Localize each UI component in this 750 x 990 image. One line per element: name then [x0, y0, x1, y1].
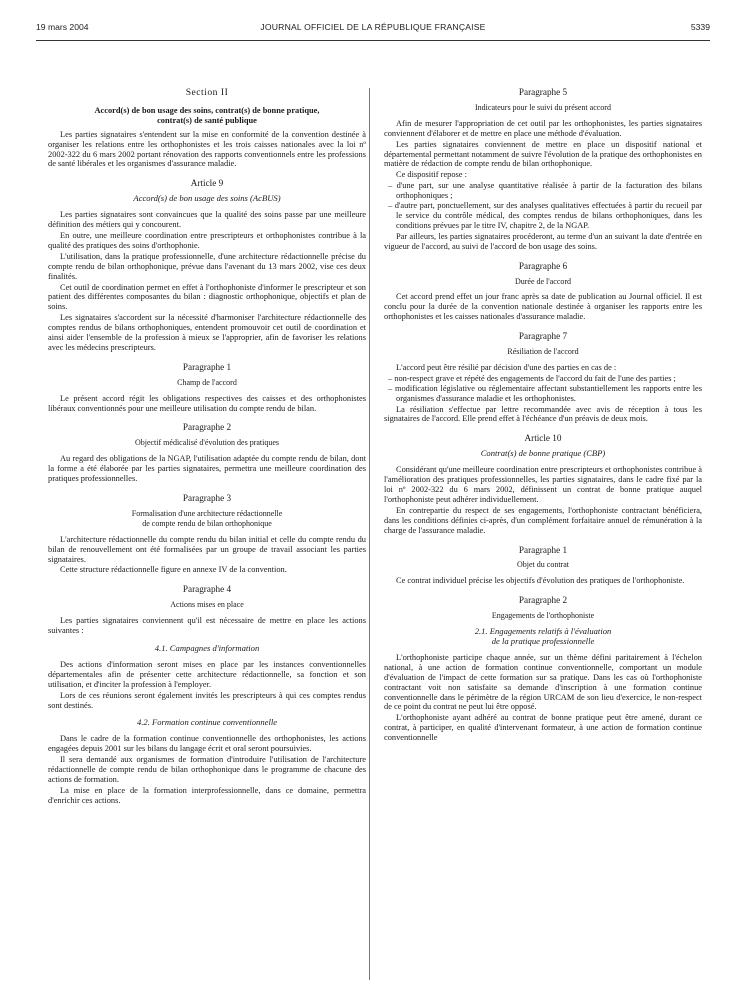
paragraph-subheading: Résiliation de l'accord — [507, 347, 579, 357]
header-page-number: 5339 — [690, 22, 710, 32]
paragraph: Cette structure rédactionnelle figure en annexe IV de la convention. — [60, 565, 287, 575]
paragraph-heading: Paragraphe 3 — [182, 493, 232, 503]
paragraph-heading: Paragraphe 7 — [518, 331, 568, 342]
paragraph: Les signataires s'accordent sur la nécessité d'harmoniser l'architecture rédactionnelle des comptes rendus de bilans orthophoniques, entendent promouvoir cet outil de coordination et ainsi aider l'ensemble de la profession à mieux se l'approprier, afin de favoriser les relations avec les médecins prescripteurs. — [48, 313, 366, 352]
paragraph: La résiliation s'effectue par lettre recommandée avec avis de réception à tous les signataires de l'accord. Elle prend effet à l'échéance d'un préavis de deux mois. — [384, 404, 702, 424]
list-item: – d'une part, sur une analyse quantitative réalisée à partir de la facturation des bilans orthophoniques ; — [384, 181, 702, 201]
bullet-list — [384, 374, 702, 404]
bullet-list — [384, 181, 702, 231]
paragraph: L'orthophoniste ayant adhéré au contrat de bonne pratique peut être amené, durant ce contrat, à participer, en qualité d'intervenant formateur, à une action de formation continue conventionnelle — [384, 713, 702, 743]
paragraph: Ce dispositif repose : — [396, 170, 467, 180]
paragraph: La mise en place de la formation interprofessionnelle, dans ce domaine, permettra d'enrichir ces actions. — [48, 785, 366, 805]
paragraph-heading: Paragraphe 6 — [518, 260, 568, 271]
paragraph: Afin de mesurer l'appropriation de cet outil par les orthophonistes, les parties signataires conviennent d'élaborer et de mettre en place une méthode d'évaluation. — [384, 118, 702, 138]
paragraph: L'accord peut être résilié par décision d'une des parties en cas de : — [396, 362, 617, 372]
section-subtitle: Accord(s) de bon usage des soins, contrat(s) de bonne pratique, — [94, 105, 320, 115]
paragraph-heading: Paragraphe 5 — [518, 88, 568, 97]
paragraph: Les parties signataires conviennent de mettre en place un dispositif national et départemental permettant notamment de suivre l'évolution de la pratique des orthophonistes en matière de rédaction de compte rendu de bilan orthophonique. — [384, 139, 702, 169]
paragraph-subheading: de compte rendu de bilan orthophonique — [142, 518, 272, 528]
paragraph: Par ailleurs, les parties signataires procéderont, au terme d'un an suivant la date d'entrée en vigueur de l'accord, au suivi de l'accord de bon usage des soins. — [384, 231, 702, 251]
paragraph: Cet accord prend effet un jour franc après sa date de publication au Journal officiel. Il est conclu pour la durée de la convention nationale destinée à organiser les rapports entre les orthophonistes et les caisses nationales d'assurance maladie. — [384, 292, 702, 322]
paragraph: Lors de ces réunions seront également invités les prescripteurs à qui ces comptes rendus sont destinés. — [48, 690, 366, 710]
list-item: – non-respect grave et répété des engagements de l'accord du fait de l'une des parties ; — [384, 374, 702, 384]
page-header — [36, 22, 710, 36]
paragraph: Des actions d'information seront mises en place par les instances conventionnelles départementales afin de présenter cette architecture rédactionnelle, sa fonction et son utilisation, et d'inciter la profession à l'employer. — [48, 659, 366, 689]
article-title: Article 9 — [190, 178, 224, 189]
paragraph: Ce contrat individuel précise les objectifs d'évolution des pratiques de l'orthophoniste. — [396, 576, 685, 586]
paragraph: En contrepartie du respect de ses engagements, l'orthophoniste contractant bénéficiera, dans les conditions définies ci-après, d'un complément forfaitaire annuel de rémunération à la charge de l'assurance maladie. — [384, 505, 702, 535]
paragraph-subheading: Formalisation d'une architecture rédactionnelle — [131, 508, 283, 518]
article-title: Article 10 — [524, 433, 562, 444]
header-rule — [36, 40, 710, 41]
subsection-title: 4.1. Campagnes d'information — [154, 642, 260, 653]
left-column — [48, 88, 366, 980]
paragraph-subheading: Objectif médicalisé d'évolution des pratiques — [134, 438, 280, 448]
subsection-title: 4.2. Formation continue conventionnelle — [136, 717, 278, 728]
paragraph: Les parties signataires conviennent qu'il est nécessaire de mettre en place les actions suivantes : — [48, 616, 366, 636]
column-divider — [369, 88, 370, 980]
paragraph: L'orthophoniste participe chaque année, sur un thème défini paritairement à l'échelon national, à une action de formation continue conventionnelle, comportant un module d'évaluation de l'impact de cette formation sur sa pratique. Dans les cas où l'orthophoniste contractant voit non satisfaite sa demande d'inscription à une formation continue conventionnelle dans le périmètre de la région URCAM de son lieu d'exercice, le non-respect de ce point du contrat ne peut lui être opposé. — [384, 652, 702, 712]
paragraph-subheading: Champ de l'accord — [177, 377, 237, 387]
paragraph-subheading: Engagements de l'orthophoniste — [491, 611, 595, 621]
paragraph: En outre, une meilleure coordination entre prescripteurs et orthophonistes contribue à la qualité des pratiques des soins d'orthophonie. — [48, 230, 366, 250]
paragraph: Le présent accord régit les obligations respectives des caisses et des orthophonistes libéraux conventionnés pour une meilleure utilisation du compte rendu de bilan. — [48, 393, 366, 413]
right-column — [384, 88, 702, 980]
paragraph: Les parties signataires s'entendent sur la mise en conformité de la convention destinée à organiser les relations entre les orthophonistes et les trois caisses nationales avec la loi nº 2002-322 du 6 mars 2002 portant rénovation des rapports conventionnels entre les professions de santé libérales et les organismes d'assurance maladie. — [48, 129, 366, 169]
paragraph: Il sera demandé aux organismes de formation d'introduire l'utilisation de l'architecture rédactionnelle de compte rendu de bilan orthophonique dans le programme de chacune des actions de formation. — [48, 755, 366, 784]
subsection-title: de la pratique professionnelle — [491, 635, 595, 646]
list-item: – modification législative ou réglementaire affectant substantiellement les rapports entre les organismes d'assurance maladie et les orthophonistes. — [384, 384, 702, 404]
paragraph: Au regard des obligations de la NGAP, l'utilisation adaptée du compte rendu de bilan, dont la forme a été élaborée par les parties signataires, permettra une meilleure coordination des pratiques professionnelles. — [48, 454, 366, 484]
paragraph-subheading: Indicateurs pour le suivi du présent accord — [475, 102, 611, 112]
paragraph: Les parties signataires sont convaincues que la qualité des soins passe par une meilleure définition des métiers qui y concourent. — [48, 210, 366, 230]
subsection-title: 2.1. Engagements relatifs à l'évaluation — [474, 626, 612, 637]
article-subtitle: Contrat(s) de bonne pratique (CBP) — [480, 448, 606, 459]
paragraph: Considérant qu'une meilleure coordination entre prescripteurs et orthophonistes contribue à l'amélioration des pratiques professionnelles, les parties signataires, dans le cadre fixé par la loi nº 2002-322 du 6 mars 2002, définissent un contrat de bonne pratique auquel l'orthophoniste peut adhérer individuellement. — [384, 465, 702, 504]
section-subtitle: contrat(s) de santé publique — [157, 115, 257, 125]
paragraph: Cet outil de coordination permet en effet à l'orthophoniste d'informer le prescripteur et son patient des différentes composantes du bilan : diagnostic orthophonique, objectifs et plan de soins. — [48, 282, 366, 312]
paragraph-heading: Paragraphe 2 — [182, 422, 232, 433]
section-title: Section II — [185, 88, 229, 98]
paragraph-heading: Paragraphe 2 — [518, 595, 568, 606]
header-journal-title: JOURNAL OFFICIEL DE LA RÉPUBLIQUE FRANÇAISE — [260, 22, 486, 32]
paragraph-heading: Paragraphe 4 — [182, 584, 232, 595]
paragraph: L'utilisation, dans la pratique professionnelle, d'une architecture rédactionnelle précise du compte rendu de bilan orthophonique, prévue dans l'avenant du 13 mars 2002, vise ces deux finalités. — [48, 251, 366, 281]
article-subtitle: Accord(s) de bon usage des soins (AcBUS) — [133, 193, 281, 204]
header-date: 19 mars 2004 — [36, 22, 89, 32]
paragraph: Dans le cadre de la formation continue conventionnelle des orthophonistes, les actions engagées depuis 2001 sur les bilans du langage écrit et oral seront poursuivies. — [48, 734, 366, 754]
paragraph: L'architecture rédactionnelle du compte rendu du bilan initial et celle du compte rendu du bilan de renouvellement ont été formalisées par un groupe de travail associant les parties signataires. — [48, 534, 366, 564]
paragraph-heading: Paragraphe 1 — [182, 361, 232, 372]
paragraph-heading: Paragraphe 1 — [518, 544, 568, 555]
paragraph-subheading: Actions mises en place — [170, 600, 244, 610]
paragraph-subheading: Objet du contrat — [517, 560, 569, 570]
paragraph-subheading: Durée de l'accord — [514, 276, 572, 286]
list-item: – d'autre part, ponctuellement, sur des analyses qualitatives effectuées à partir du recueil par le service du contrôle médical, des comptes rendus de bilans orthophoniques, dans les conditions prévues par le titre IV, chapitre 2, de la NGAP. — [384, 201, 702, 231]
